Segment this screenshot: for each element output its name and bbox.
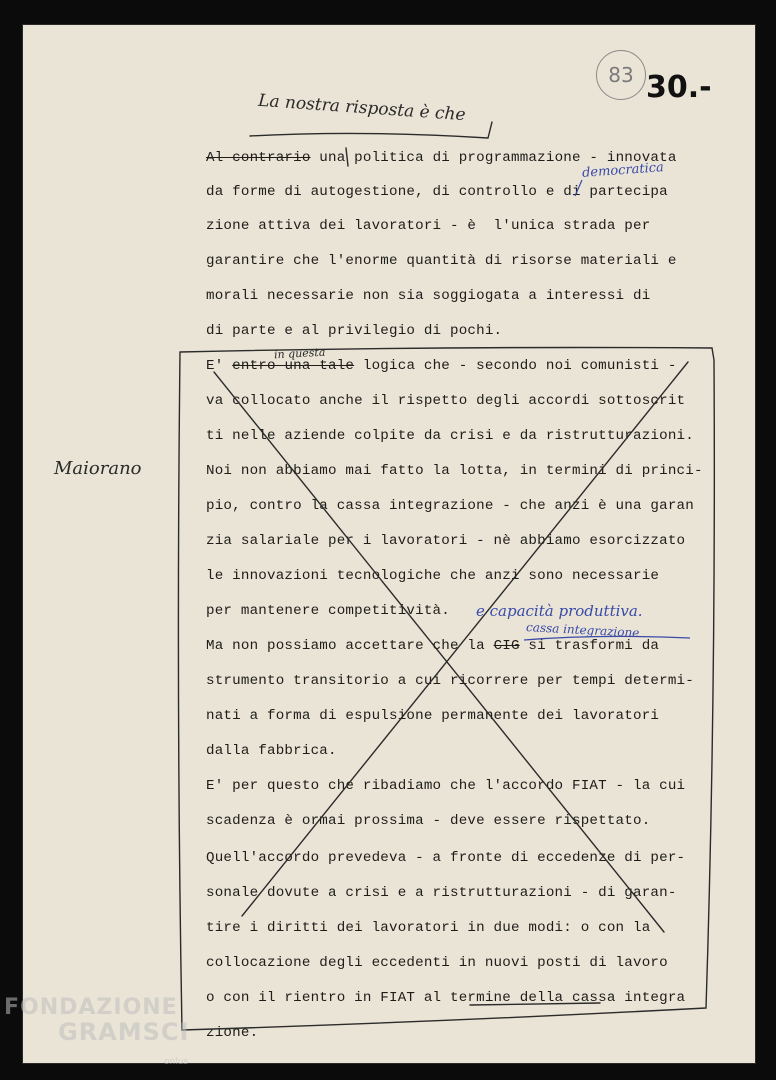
text-line-11: pio, contro la cassa integrazione - che anzi è una garan (206, 498, 694, 514)
page-number: 30.- (646, 70, 712, 105)
bracket-contrario (346, 148, 348, 166)
heading-bracket (250, 122, 492, 138)
text-line-14: per mantenere competitività. (206, 603, 450, 619)
fondazione-gramsci-watermark: FONDAZIONE GRAMSCI onlus (4, 995, 190, 1067)
text-line-23: tire i diritti dei lavoratori in due modi: o con la (206, 920, 651, 936)
cross-out-line-1 (214, 372, 664, 932)
text-line-10: Noi non abbiamo mai fatto la lotta, in termini di princi- (206, 463, 703, 479)
text-line-25: o con il rientro in FIAT al termine della cassa integra (206, 990, 686, 1006)
insert-cassa: cassa integrazione (525, 620, 640, 640)
text-line-19: E' per questo che ribadiamo che l'accordo FIAT - la cui (206, 778, 686, 794)
text-line-20: scadenza è ormai prossima - deve essere rispettato. (206, 813, 651, 829)
text-line-15: Ma non possiamo accettare che la CIG si trasformi da (206, 638, 660, 654)
text-line-13: le innovazioni tecnologiche che anzi sono necessarie (206, 568, 660, 584)
text-line-6: di parte e al privilegio di pochi. (206, 323, 503, 339)
insert-democratico: democratica (581, 160, 665, 181)
cross-out-line-2 (242, 362, 688, 916)
text-line-5: morali necessarie non sia soggiogata a interessi di (206, 288, 651, 304)
underline-fiat (470, 1003, 600, 1005)
text-line-12: zia salariale per i lavoratori - nè abbiamo esorcizzato (206, 533, 686, 549)
text-line-2: da forme di autogestione, di controllo e di partecipa (206, 184, 668, 200)
text-line-16: strumento transitorio a cui ricorrere per tempi determi- (206, 673, 694, 689)
text-line-18: dalla fabbrica. (206, 743, 337, 759)
insert-capacita: e capacità produttiva. (476, 602, 643, 620)
text-line-1: Al contrario una politica di programmazione - innovata (206, 150, 677, 166)
text-line-9: ti nelle aziende colpite da crisi e da ristrutturazioni. (206, 428, 694, 444)
text-line-24: collocazione degli eccedenti in nuovi posti di lavoro (206, 955, 668, 971)
text-line-17: nati a forma di espulsione permanente dei lavoratori (206, 708, 660, 724)
text-line-8: va collocato anche il rispetto degli accordi sottoscrit (206, 393, 686, 409)
text-line-7: E' entro una tale logica che - secondo noi comunisti - (206, 358, 677, 374)
text-line-22: sonale dovute a crisi e a ristrutturazioni - di garan- (206, 885, 677, 901)
text-line-21: Quell'accordo prevedeva - a fronte di eccedenze di per- (206, 850, 686, 866)
text-line-26: zione. (206, 1025, 259, 1041)
text-line-4: garantire che l'enorme quantità di risorse materiali e (206, 253, 677, 269)
margin-note-name: Maiorano (54, 458, 142, 479)
archive-stamp: 83 (596, 50, 646, 100)
margin-box (178, 345, 714, 1031)
text-line-3: zione attiva dei lavoratori - è l'unica strada per (206, 218, 651, 234)
handwritten-heading: La nostra risposta è che (257, 90, 467, 126)
insert-in-questa: in questa (273, 345, 326, 362)
underline-cassa (524, 636, 690, 640)
caret-democratica (575, 180, 582, 196)
